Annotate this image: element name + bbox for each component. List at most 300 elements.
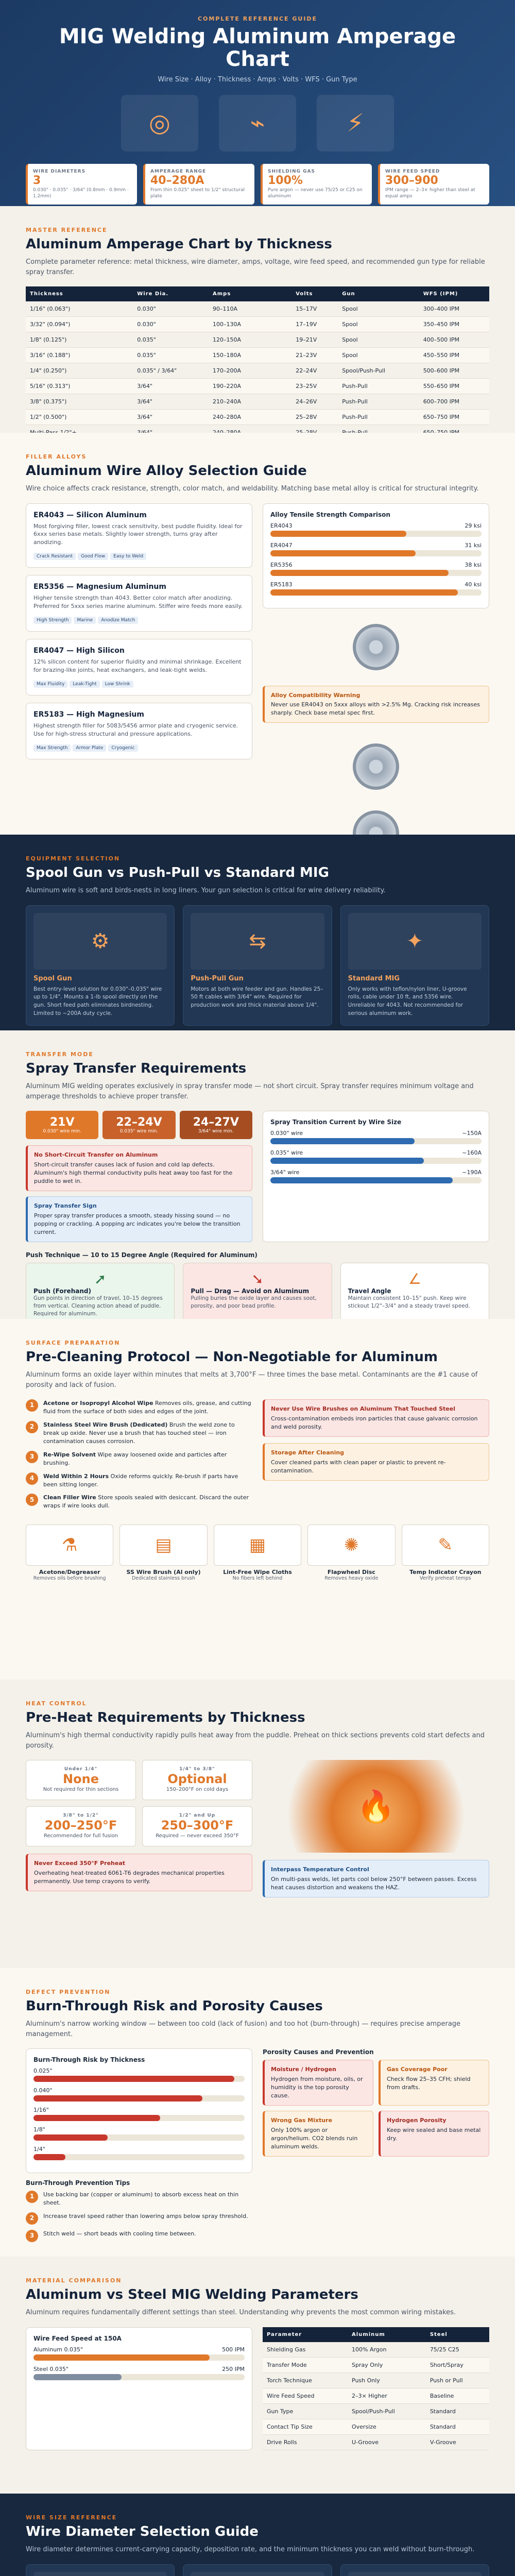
preheat-card [142,1806,252,1846]
table-row [26,379,489,394]
table-cell: 210–240A [209,394,291,410]
step-number: 3 [26,1451,38,1463]
bar-track [270,1138,482,1144]
section-lead: Wire choice affects crack resistance, strength, color match, and weldability. Matching base metal alloy is critical for structural integrity. [26,485,479,493]
table-cell: 100–130A [209,317,291,332]
voltage-thresholds [26,1111,252,1139]
preheat-section [0,1680,515,1968]
danger-text: Cross-contamination embeds iron particles that cause galvanic corrosion and weld porosity. [271,1415,478,1430]
tool-item [214,1524,301,1582]
current-bars [270,1130,482,1183]
stat-note: From thin 0.025" sheet to 1/2" structural plate [150,188,245,199]
bar-value: 40 ksi [465,581,482,588]
cause-card [379,2111,489,2157]
table-cell: 22–24V [291,363,338,379]
technique-title: Pull — Drag — Avoid on Aluminum [191,1287,310,1295]
bar-row [270,1130,482,1144]
table-cell: 0.035" / 3/64" [133,363,209,379]
wire-card [340,2564,489,2576]
alloy-tag: High Strength [33,617,72,624]
tool-text: Verify preheat temps [419,1575,471,1582]
table-row [263,2342,489,2358]
preheat-levels [26,1760,252,1846]
step-number: 1 [26,2191,38,2203]
gun-icon: ⚡ [317,95,394,151]
chart-title: Wire Feed Speed at 150A [33,2334,122,2342]
cleaning-step [26,1451,252,1467]
bar-label: 0.040" [33,2087,53,2094]
bar-label-row [33,2366,245,2372]
step-title: Stainless Steel Wire Brush (Dedicated) [43,1421,168,1428]
table-cell: 1/2" (0.500") [26,410,133,425]
cleaning-step [26,1399,252,1416]
spool-gun-icon: ⚙ [33,913,167,970]
section-kicker: WIRE SIZE REFERENCE [26,2514,117,2521]
alloy-card [26,639,252,696]
spray-danger [26,1145,252,1191]
table-row [263,2434,489,2450]
table-cell: Spool/Push-Pull [338,363,419,379]
bar [270,589,458,596]
bar-label-row [33,2346,245,2353]
bar-value: ~150A [462,1130,482,1137]
stat-value: 3 [33,174,41,187]
alloy-tag: Anodize Match [98,617,138,624]
section-lead: Aluminum wire is soft and birds-nests in long liners. Your gun selection is critical for wire delivery reliability. [26,887,386,894]
porosity-title: Porosity Causes and Prevention [263,2048,374,2056]
cause-text: Only 100% argon or argon/helium. CO2 blends ruin aluminum welds. [271,2126,358,2150]
bar-value: 38 ksi [465,561,482,568]
alloy-tag: Armor Plate [73,744,106,752]
table-cell: Baseline [426,2388,489,2403]
threshold-box [102,1111,175,1139]
table-row [263,2357,489,2372]
technique-title: Travel Angle [348,1287,391,1295]
compare-section [0,2257,515,2494]
bar [33,2134,108,2141]
stat-label: AMPERAGE RANGE [150,169,207,174]
threshold-label: 3/64" wire min. [198,1129,234,1134]
bar [270,550,416,556]
alloy-name: ER4047 — High Silicon [33,647,125,655]
bar [270,1158,424,1164]
table-cell: 23–25V [291,379,338,394]
alloy-name: ER5356 — Magnesium Aluminum [33,583,166,591]
bar-value: 250 IPM [222,2365,245,2372]
bar-track [270,1158,482,1164]
section-title: Spray Transfer Requirements [26,1061,247,1076]
bar-track [33,2095,245,2102]
column-header: Gun [338,286,419,301]
table-cell: Shielding Gas [263,2342,348,2358]
hero-section [0,0,515,206]
info-text: On multi-pass welds, let parts cool below 250°F between passes. Excess heat causes distortion and weakens the HAZ. [271,1875,477,1891]
gun-text: Only works with teflon/nylon liner, U-groove rolls, cable under 10 ft, and 5356 wire. Unreliable for 4043. Not recommended for serious aluminum work. [348,986,467,1016]
push-title: Push Technique — 10 to 15 Degree Angle (Required for Aluminum) [26,1251,258,1259]
table-cell: Spool [338,332,419,348]
bar-label: 3/64" wire [270,1169,300,1176]
section-kicker: EQUIPMENT SELECTION [26,855,121,862]
hero-subtitle: Wire Size · Alloy · Thickness · Amps · Volts · WFS · Gun Type [158,76,357,83]
burn-steps [26,2191,252,2242]
section-lead: Aluminum's high thermal conductivity rapidly pulls heat away from the puddle. Preheat on thick sections prevents cold start defects and porosity. [26,1732,485,1750]
cleaning-steps [26,1399,252,1515]
table-cell: U-Groove [348,2434,426,2450]
bar-label-row [270,522,482,529]
table-cell: Spool/Push-Pull [348,2403,426,2419]
cause-text: Keep wire sealed and base metal dry. [387,2126,481,2142]
wire-card [26,2564,175,2576]
danger-title: No Short-Circuit Transfer on Aluminum [34,1151,158,1158]
compare-table [263,2327,489,2450]
technique-title: Push (Forehand) [33,1287,91,1295]
table-cell: Spool [338,301,419,317]
tool-item [402,1524,489,1582]
transition-chart [263,1111,489,1242]
column-header: Parameter [263,2327,348,2342]
risk-bars [33,2067,245,2160]
angle-icon: ∠ [408,1270,421,1287]
table-cell: 3/32" (0.094") [26,317,133,332]
bar-label: 0.025" [33,2067,53,2074]
warning-text: Cover cleaned parts with clean paper or plastic to prevent re-contamination. [271,1459,446,1474]
table-cell: 25–28V [291,410,338,425]
cause-title: Gas Coverage Poor [387,2066,448,2073]
chart-title: Spray Transition Current by Wire Size [270,1118,402,1126]
tool-title: Flapwheel Disc [327,1569,375,1576]
preheat-value: 200–250°F [44,1818,117,1833]
alloy-name: ER4043 — Silicon Aluminum [33,511,147,519]
torch-icon: 🔥 [263,1760,489,1853]
cloth-icon: ▦ [214,1524,301,1566]
preheat-range: 1/2" and Up [179,1813,216,1818]
table-cell: Spool [338,317,419,332]
wfs-chart [26,2327,252,2450]
amperage-chart-section [0,206,515,433]
tool-title: Acetone/Degreaser [39,1569,100,1576]
gun-text: Best entry-level solution for 0.030"–0.035" wire up to 1/4". Mounts a 1-lb spool directly on the gun. Short feed path eliminates birdnesting. Limited to ~200A duty cycle. [33,986,162,1016]
threshold-box [26,1111,98,1139]
section-lead: Aluminum forms an oxide layer within minutes that melts at 3,700°F — three times the base metal. Contaminants are the #1 cause of porosity and lack of fusion. [26,1371,478,1389]
preheat-text: Not required for thin sections [43,1787,119,1792]
stat-note: Pure argon — never use 75/25 or C25 on aluminum [268,188,363,199]
wfs-bars [33,2346,245,2380]
bar-label-row [270,1169,482,1176]
table-row [26,363,489,379]
warning-text: Never use ER4043 on 5xxx alloys with >2.5% Mg. Cracking risk increases sharply. Check base metal spec first. [271,701,480,717]
table-cell: Wire Feed Speed [263,2388,348,2403]
table-cell: 400–500 IPM [419,332,489,348]
alloy-name: ER5183 — High Magnesium [33,710,144,719]
table-cell: Oversize [348,2419,426,2434]
table-cell: Push Only [348,2372,426,2388]
preheat-value: Optional [167,1772,227,1786]
table-cell: Short/Spray [426,2357,489,2372]
step-text: Stitch weld — short beads with cooling time between. [43,2230,196,2237]
preheat-card [142,1760,252,1800]
table-cell: 3/64" [133,394,209,410]
table-cell: 15–17V [291,301,338,317]
table-cell: 550–650 IPM [419,379,489,394]
table-row [26,410,489,425]
table-cell: Standard [426,2419,489,2434]
bar-row [270,542,482,556]
cause-title: Hydrogen Porosity [387,2116,447,2124]
step-number: 2 [26,1421,38,1433]
bar-label: ER4047 [270,541,293,549]
technique-card [340,1263,489,1326]
stat-value: 100% [268,174,303,187]
info-title: Spray Transfer Sign [34,1202,97,1209]
alloy-tag: Max Strength [33,744,71,752]
cleaning-warning [263,1443,489,1481]
table-cell: 170–200A [209,363,291,379]
table-cell: 2–3× Higher [348,2388,426,2403]
preheat-info [263,1860,489,1897]
table-cell: 650–750 IPM [419,410,489,425]
cause-title: Wrong Gas Mixture [271,2116,333,2124]
bar-label-row [33,2107,245,2113]
section-title: Spool Gun vs Push-Pull vs Standard MIG [26,865,329,880]
cleaning-tools [26,1524,489,1582]
step-title: Re-Wipe Solvent [43,1451,96,1458]
technique-text: Maintain consistent 10–15° push. Keep wire stickout 1/2"–3/4" and a steady travel speed. [348,1295,470,1309]
alloy-desc: Higher tensile strength than 4043. Better color match after anodizing. Preferred for 5xxx series marine aluminum. Stiffer wire feeds more easily. [33,595,243,610]
alloy-tag: Max Fluidity [33,681,67,688]
section-title: Aluminum vs Steel MIG Welding Parameters [26,2287,358,2302]
alloy-list [26,503,252,878]
table-row [263,2372,489,2388]
bar-value: 31 ksi [465,541,482,549]
tool-title: Temp Indicator Crayon [409,1569,482,1576]
cause-text: Check flow 25–35 CFH; shield from drafts. [387,2075,471,2091]
bar [270,1177,453,1183]
section-kicker: SURFACE PREPARATION [26,1340,121,1346]
section-lead: Aluminum requires fundamentally different settings than steel. Understanding why prevents the most common wiring mistakes. [26,2309,456,2316]
bar-label: 0.030" wire [270,1130,303,1137]
step-number: 5 [26,1494,38,1506]
alloy-desc: 12% silicon content for superior fluidity and minimal shrinkage. Excellent for brazing-like joints, heat exchangers, and leak-tight welds. [33,658,242,674]
threshold-value: 22–24V [116,1116,162,1129]
column-header: Thickness [26,286,133,301]
preheat-danger [26,1854,252,1891]
table-row [26,332,489,348]
tool-text: Dedicated stainless brush [132,1575,196,1582]
cause-title: Moisture / Hydrogen [271,2066,336,2073]
info-text: Proper spray transfer produces a smooth, steady hissing sound — no popping or crackling. A popping arc indicates you're below the transition current. [34,1212,241,1235]
danger-title: Never Exceed 350°F Preheat [34,1860,126,1867]
wire-section [0,2494,515,2576]
bar [270,1138,415,1144]
bar-row [270,1169,482,1183]
preheat-text: Required — never exceed 350°F [156,1833,239,1839]
table-cell: 1/16" (0.063") [26,301,133,317]
section-title: Aluminum Wire Alloy Selection Guide [26,463,307,479]
section-title: Pre-Cleaning Protocol — Non-Negotiable for Aluminum [26,1349,438,1365]
bar-track [33,2354,245,2361]
step-text: Use backing bar (copper or aluminum) to absorb excess heat on thin sheet. [43,2191,239,2206]
table-cell: Push-Pull [338,379,419,394]
spool-icon [353,624,399,670]
alloy-desc: Highest strength filler for 5083/5456 armor plate and cryogenic service. Use for high-stress structural and pressure applications. [33,722,238,737]
preheat-range: 1/4" to 3/8" [179,1767,215,1772]
bar-value: 500 IPM [222,2346,245,2353]
table-row [263,2403,489,2419]
cause-text: Hydrogen from moisture, oils, or humidity is the top porosity cause. [271,2075,363,2099]
step-text: Wipe away loosened oxide and particles after brushing. [43,1451,227,1466]
bar [270,570,449,576]
alloy-tag: Good Flow [78,553,108,560]
threshold-label: 0.030" wire min. [43,1129,81,1134]
bar-row [33,2366,245,2380]
step-text: Removes oils, grease, and cutting fluid from the surface of both sides and edges of the joint. [43,1400,251,1415]
stat-note: IPM range — 2–3× higher than steel at equal amps [385,188,475,199]
threshold-value: 24–27V [193,1116,239,1129]
bar [33,2095,202,2102]
table-cell: 350–450 IPM [419,317,489,332]
risk-chart [26,2048,252,2173]
step-text: Oxide reforms quickly. Re-brush if parts have been sitting longer. [43,1472,238,1488]
bar-label: 0.035" wire [270,1149,303,1156]
column-header: Wire Dia. [133,286,209,301]
stat-card [261,164,372,205]
table-cell: 0.035" [133,332,209,348]
alloy-tag: Leak-Tight [70,681,99,688]
section-lead: Aluminum MIG welding operates exclusively in spray transfer mode — not short circuit. Spray transfer requires minimum voltage and amperage thresholds to achieve proper transfer. [26,1082,474,1100]
preheat-text: Recommended for full fusion [43,1833,118,1839]
spray-section [0,1030,515,1319]
preheat-text: 150–200°F on cold days [166,1787,229,1792]
table-cell: 5/16" (0.313") [26,379,133,394]
cleaning-step [26,1472,252,1489]
burn-step [26,2212,252,2225]
table-cell: 17–19V [291,317,338,332]
standard-gun-icon: ✦ [348,913,482,970]
table-cell: V-Groove [426,2434,489,2450]
step-text: Brush the weld zone to break up oxide. Never use a brush that has touched steel — iron contamination causes corrosion. [43,1421,235,1445]
table-cell: 0.030" [133,301,209,317]
bar-track [270,1177,482,1183]
table-cell: 120–150A [209,332,291,348]
stat-card [378,164,489,205]
tool-text: No fibers left behind [232,1575,283,1582]
tool-item [119,1524,207,1582]
bar-value: 29 ksi [465,522,482,529]
cleaning-section [0,1319,515,1680]
table-cell: 90–110A [209,301,291,317]
bar-track [33,2076,245,2082]
step-number: 1 [26,1399,38,1412]
bar-label: ER5356 [270,561,293,568]
alloy-card [26,575,252,632]
bar-track [270,570,482,576]
wire-icon [33,2572,167,2576]
degreaser-icon: ⚗ [26,1524,113,1566]
gun-title: Spool Gun [33,974,72,982]
section-title: Wire Diameter Selection Guide [26,2524,259,2539]
bar-row [33,2146,245,2160]
alloy-tag: Crack Resistant [33,553,76,560]
table-cell: Torch Technique [263,2372,348,2388]
table-row [26,348,489,363]
tool-item [26,1524,113,1582]
technique-text: Gun points in direction of travel, 10–15 degrees from vertical. Cleaning action ahead of puddle. Required for aluminum. [33,1295,163,1317]
table-cell: Spool [338,348,419,363]
table-header-row [263,2327,489,2342]
cause-card [263,2060,373,2106]
spool-icon [353,743,399,790]
table-cell: 3/16" (0.188") [26,348,133,363]
bar-track [33,2115,245,2121]
table-cell: 150–180A [209,348,291,363]
bar-label: ER4043 [270,522,293,529]
wire-brush-icon: ▤ [119,1524,207,1566]
section-lead: Wire diameter determines current-carrying capacity, deposition rate, and the minimum thickness you can weld without burn-through. [26,2546,475,2553]
bar-row [33,2346,245,2361]
wire-card [183,2564,332,2576]
column-header: WFS (IPM) [419,286,489,301]
bar-row [33,2067,245,2082]
alloy-tag: Low Shrink [102,681,133,688]
section-kicker: MASTER REFERENCE [26,227,108,233]
table-row [26,394,489,410]
bar [33,2154,65,2160]
table-cell: 19–21V [291,332,338,348]
table-cell: Push or Pull [426,2372,489,2388]
push-pull-gun-icon: ⇆ [191,913,324,970]
table-cell: Drive Rolls [263,2434,348,2450]
bar-label-row [270,562,482,568]
alloy-tag: Easy to Weld [110,553,146,560]
section-kicker: MATERIAL COMPARISON [26,2277,122,2284]
section-title: Aluminum Amperage Chart by Thickness [26,236,332,252]
info-title: Interpass Temperature Control [271,1866,369,1873]
section-title: Pre-Heat Requirements by Thickness [26,1710,305,1725]
column-header: Amps [209,286,291,301]
cause-card [379,2060,489,2106]
bar-label-row [33,2146,245,2153]
stat-note: 0.030" · 0.035" · 3/64" (0.8mm · 0.9mm · 1.2mm) [33,188,129,199]
step-title: Weld Within 2 Hours [43,1472,109,1480]
step-title: Clean Filler Wire [43,1494,96,1501]
bar-label-row [270,1130,482,1137]
section-lead: Complete parameter reference: metal thickness, wire diameter, amps, voltage, wire feed speed, and recommended gun type for reliable spray transfer. [26,258,485,276]
table-row [26,301,489,317]
bar-row [270,1149,482,1164]
cleaning-danger [263,1399,489,1437]
bar-label-row [33,2067,245,2074]
table-cell: 3/64" [133,379,209,394]
bar-row [33,2126,245,2141]
stat-label: WIRE FEED SPEED [385,169,440,174]
spool-icon: ◎ [121,95,198,151]
table-cell: Contact Tip Size [263,2419,348,2434]
gun-title: Push-Pull Gun [191,974,244,982]
technique-card [26,1263,175,1326]
bar [33,2115,160,2121]
alloy-card [26,503,252,568]
step-title: Acetone or Isopropyl Alcohol Wipe [43,1400,153,1406]
bar-label: Aluminum 0.035" [33,2346,83,2353]
gun-section [0,835,515,1030]
table-cell: 100% Argon [348,2342,426,2358]
column-header: Aluminum [348,2327,426,2342]
table-cell: Standard [426,2403,489,2419]
burn-step [26,2191,252,2207]
burn-step [26,2230,252,2242]
bar-label-row [270,1149,482,1156]
chart-title: Burn-Through Risk by Thickness [33,2056,145,2063]
